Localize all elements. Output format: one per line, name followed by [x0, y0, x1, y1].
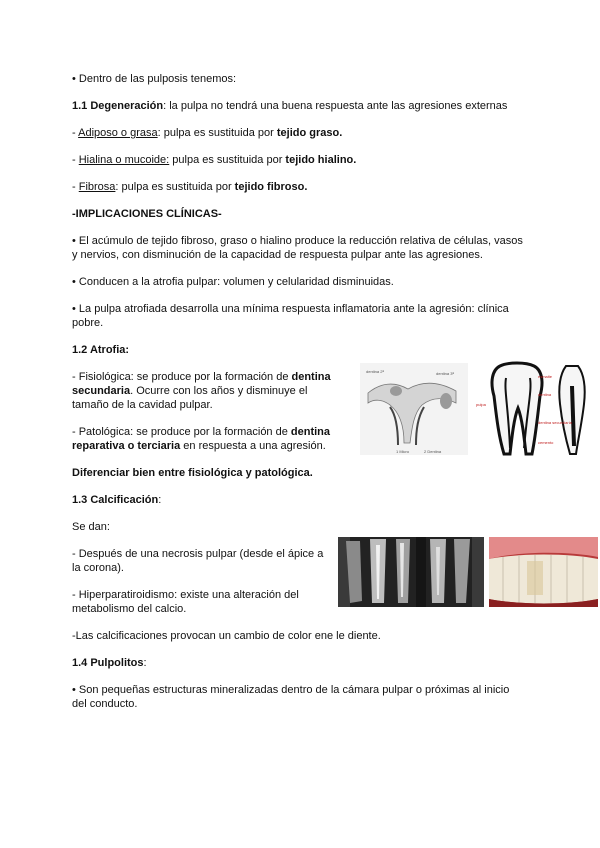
calcificacion-title [72, 493, 161, 508]
implicaciones-title-text: -IMPLICACIONES CLÍNICAS- [72, 208, 222, 220]
degeneracion-text: : la pulpa no tendrá una buena respuesta ante las agresiones externas [163, 100, 508, 112]
calcificacion-item1-line1: - Después de una necrosis pulpar (desde el ápice a [72, 548, 324, 560]
xray-image [338, 537, 484, 607]
pulpolitos-line2: del conducto. [72, 698, 138, 710]
bold-run: dentina [290, 426, 331, 438]
bold-run: secundaria [72, 385, 131, 397]
atrofia-title [72, 343, 129, 358]
implicacion-1-line1: • El acúmulo de tejido fibroso, graso o hialino produce la reducción relativa de células, vasos [72, 235, 523, 247]
tooth-label: pulpa [476, 402, 486, 407]
smile-photo-svg [489, 537, 598, 607]
pulpolitos-title [72, 656, 147, 671]
tipo-prefix: - [72, 181, 79, 193]
atrofia-pato-line2 [72, 439, 326, 454]
calcificacion-item2-line1: - Hiperparatiroidismo: existe una alteración del [72, 589, 299, 601]
tipo-mid: : pulpa es sustituida por [115, 181, 235, 193]
tooth-label: esmalte [538, 374, 553, 379]
implicaciones-title [72, 207, 222, 222]
tipo-adiposo [72, 126, 342, 141]
tooth-section-svg [474, 356, 598, 460]
atrofia-note-text: Diferenciar bien entre fisiológica y patológica. [72, 467, 313, 479]
diagram-label: 2 Dentina [424, 449, 442, 454]
tipo-term: Adiposo o grasa [78, 127, 158, 139]
atrofia-fisio-line2 [72, 384, 307, 399]
atrofia-fisio-line3: tamaño de la cavidad pulpar. [72, 399, 213, 411]
bold-run: reparativa o terciaria [72, 440, 181, 452]
calcificacion-color: -Las calcificaciones provocan un cambio de color ene le diente. [72, 630, 381, 642]
degeneracion-title: 1.1 Degeneración [72, 100, 164, 112]
smile-photo-image [489, 537, 598, 607]
intro-line: • Dentro de las pulposis tenemos: [72, 73, 237, 85]
tipo-fibrosa [72, 180, 307, 195]
tipo-term: Hialina o mucoide: [78, 154, 170, 166]
tipo-prefix: - [72, 154, 79, 166]
bold-run: dentina [291, 371, 331, 383]
tipo-hialina [72, 153, 356, 168]
implicacion-2: • Conducen a la atrofia pulpar: volumen y celularidad disminuidas. [72, 276, 394, 288]
pulpolitos-title-text: 1.4 Pulpolitos [72, 657, 144, 669]
implicacion-1-line2: y nervios, con disminución de la capacidad de respuesta pulpar ante las agresiones. [72, 249, 483, 261]
pulpolitos-line1: • Son pequeñas estructuras mineralizadas dentro de la cámara pulpar o próximas al inicio [72, 684, 510, 696]
calcificacion-title-text: 1.3 Calcificación [72, 494, 159, 506]
tooth-label: dentina [538, 392, 552, 397]
tipo-mid: : pulpa es sustituida por [157, 127, 277, 139]
text-run: - Fisiológica: se produce por la formación de [72, 371, 292, 383]
tipo-bold: tejido graso. [276, 127, 343, 139]
pulp-diagram-svg [360, 363, 468, 455]
atrofia-title-text: 1.2 Atrofia: [72, 344, 130, 356]
implicacion-3-line1: • La pulpa atrofiada desarrolla una mínima respuesta inflamatoria ante la agresión: clínica [72, 303, 509, 315]
tooth-label: dentina secundaria [538, 420, 572, 425]
atrofia-fisio-line1 [72, 370, 331, 385]
tipo-bold: tejido hialino. [285, 154, 357, 166]
pulp-diagram-image [360, 363, 468, 455]
text-run: - Patológica: se produce por la formación de [72, 426, 291, 438]
text-run: . Ocurre con los años y disminuye el [130, 385, 308, 397]
tooth-label: cemento [538, 440, 554, 445]
title-suffix: : [158, 494, 162, 506]
tipo-prefix: - [72, 127, 79, 139]
title-suffix: : [143, 657, 147, 669]
tipo-term: Fibrosa [78, 181, 116, 193]
implicacion-3-line2: pobre. [72, 317, 104, 329]
diagram-label: dentina 2ª [366, 369, 384, 374]
calcificacion-item2-line2: metabolismo del calcio. [72, 603, 187, 615]
calcificacion-item1-line2: la corona). [72, 562, 124, 574]
tipo-bold: tejido fibroso. [234, 181, 308, 193]
atrofia-note [72, 466, 313, 481]
xray-svg [338, 537, 484, 607]
text-run: en respuesta a una agresión. [180, 440, 326, 452]
tipo-mid: pulpa es sustituida por [169, 154, 286, 166]
calcificacion-se-dan: Se dan: [72, 521, 110, 533]
diagram-label: dentina 3ª [436, 371, 454, 376]
degeneracion-paragraph [72, 99, 507, 114]
tooth-section-image [474, 356, 598, 460]
diagram-label: 1 Micro [396, 449, 410, 454]
atrofia-pato-line1 [72, 425, 330, 440]
